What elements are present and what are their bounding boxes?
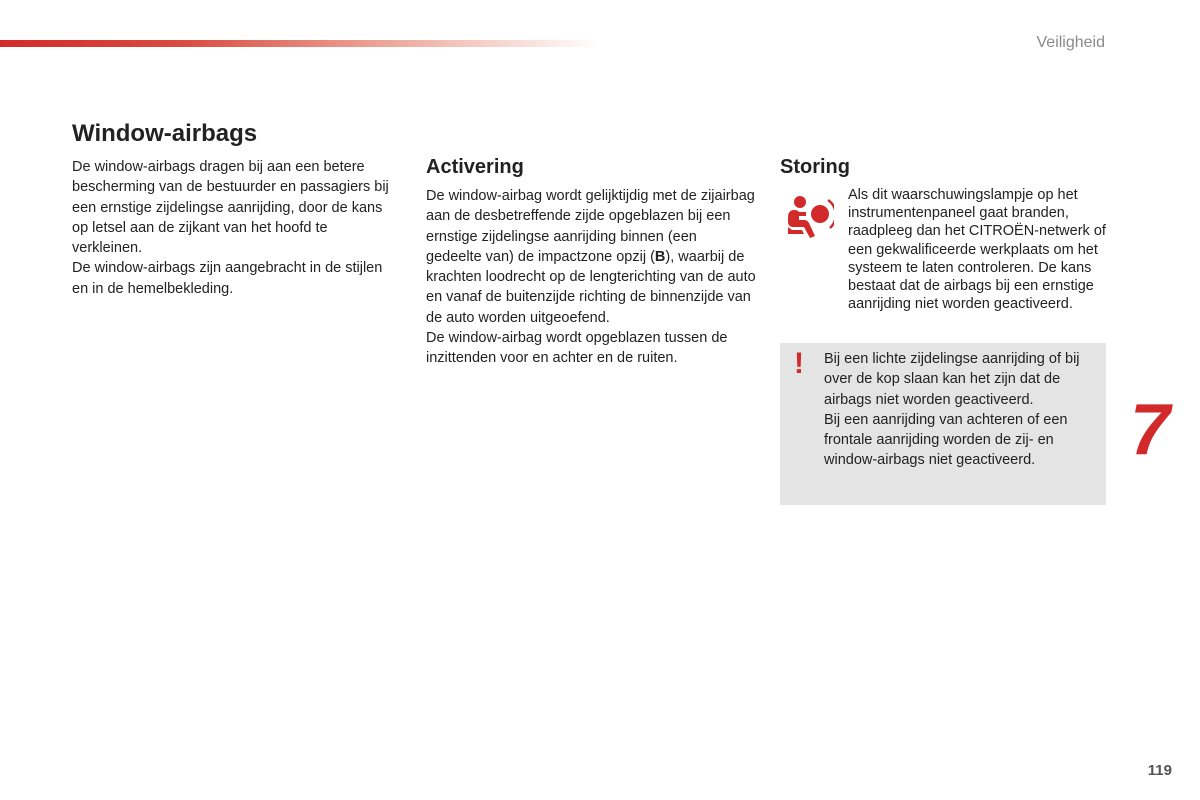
activering-heading: Activering (426, 156, 524, 178)
intro-column (72, 157, 397, 299)
header-accent-bar (0, 40, 600, 47)
note-paragraph-2: Bij een aanrijding van achteren of een frontale aanrijding worden de zij- en window-airbags niet geactiveerd. (824, 411, 1068, 469)
note-paragraph-1: Bij een lichte zijdelingse aanrijding of bij over de kop slaan kan het zijn dat de airbags niet worden geactiveerd. (824, 351, 1080, 408)
activering-text-before: De window-airbag wordt gelijktijdig met de zijairbag aan de desbetreffende zijde opgeblazen bij een ernstige zijdelingse aanrijding binnen (een gedeelte van) de impactzone opzij ( (426, 188, 755, 265)
intro-paragraph-1: De window-airbags dragen bij aan een betere bescherming van de bestuurder en passagiers bij een ernstige zijdelingse aanrijding, door de kans op letsel aan de zijkant van het hoofd te verkleinen. (72, 159, 389, 257)
activering-text-after: ), waarbij de krachten loodrecht op de lengterichting van de auto en vanaf de buitenzijde richting de binnenzijde van de auto worden uitgeoefend. (426, 248, 756, 326)
note-text (824, 349, 1100, 471)
page-number: 119 (1147, 762, 1172, 779)
storing-heading: Storing (780, 156, 850, 178)
activering-bold-label: B (654, 248, 666, 265)
exclamation-icon: ! (794, 347, 804, 380)
activering-paragraph-1 (426, 186, 756, 328)
section-label: Veiligheid (1036, 34, 1105, 51)
chapter-number: 7 (1129, 390, 1170, 470)
intro-paragraph-2: De window-airbags zijn aangebracht in de stijlen en in de hemelbekleding. (72, 260, 383, 297)
storing-paragraph: Als dit waarschuwingslampje op het instrumentenpaneel gaat branden, raadpleeg dan het CITROËN-netwerk of een gekwalificeerde werkplaats om het systeem te laten controleren. De kans bestaat dat de airbags bij een ernstige aanrijding niet worden geactiveerd. (848, 187, 1106, 313)
activering-paragraph-2: De window-airbag wordt opgeblazen tussen de inzittenden voor en achter en de ruiten. (426, 330, 728, 367)
activering-column (426, 186, 756, 369)
page-title: Window-airbags (72, 120, 258, 147)
warning-note-box (780, 343, 1106, 505)
storing-text-block (848, 186, 1110, 313)
airbag-warning-icon (784, 194, 834, 240)
